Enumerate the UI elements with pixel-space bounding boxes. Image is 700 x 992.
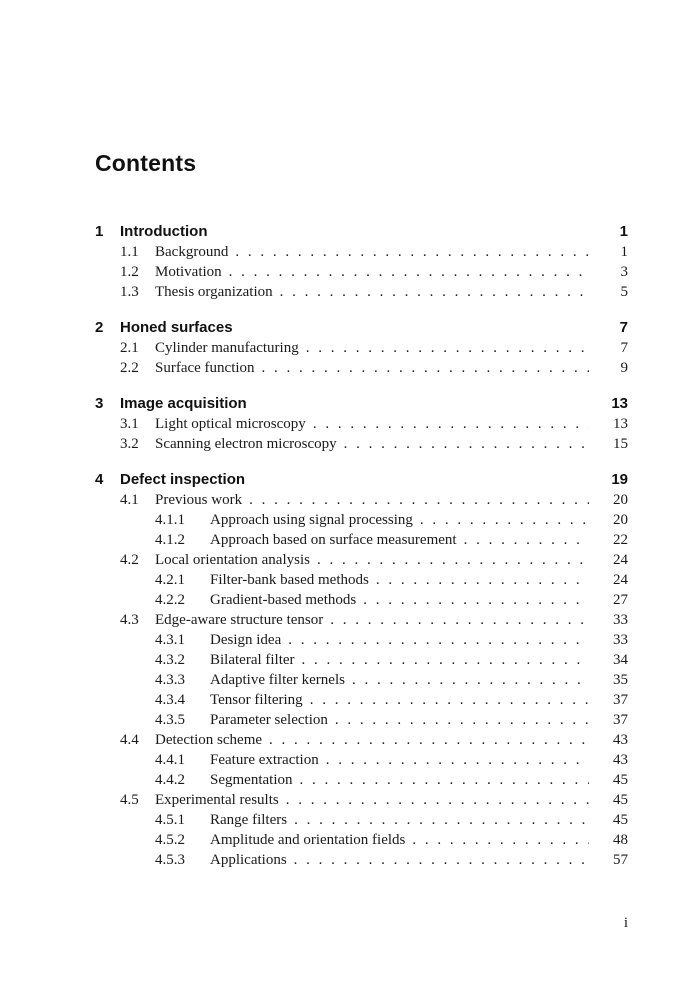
section-page-number: 43: [613, 732, 628, 748]
dot-leader: [412, 830, 589, 850]
toc-subsection-row: [95, 810, 628, 830]
chapter-number: 1: [95, 223, 104, 240]
subsection-number: 4.3.1: [155, 632, 185, 648]
toc-chapter-row: [95, 394, 628, 414]
dot-leader: [300, 770, 590, 790]
subsection-title: Approach based on surface measurement: [210, 532, 457, 548]
subsection-title: Approach using signal processing: [210, 512, 413, 528]
dot-leader: [229, 262, 589, 282]
section-page-number: 3: [620, 264, 628, 280]
subsection-page-number: 35: [613, 672, 628, 688]
section-page-number: 45: [613, 792, 628, 808]
subsection-number: 4.3.2: [155, 652, 185, 668]
toc-section-row: [95, 414, 628, 434]
subsection-number: 4.2.2: [155, 592, 185, 608]
section-number: 3.2: [120, 436, 139, 452]
subsection-title: Amplitude and orientation fields: [210, 832, 406, 848]
section-number: 4.1: [120, 492, 139, 508]
chapter-page-number: 1: [619, 223, 628, 240]
toc-subsection-row: [95, 770, 628, 790]
subsection-title: Gradient-based methods: [210, 592, 357, 608]
section-title: Edge-aware structure tensor: [155, 612, 324, 628]
dot-leader: [294, 810, 589, 830]
subsection-number: 4.5.1: [155, 812, 185, 828]
subsection-title: Applications: [210, 852, 287, 868]
subsection-number: 4.3.5: [155, 712, 185, 728]
subsection-number: 4.5.2: [155, 832, 185, 848]
dot-leader: [269, 730, 589, 750]
toc-chapter: [95, 318, 628, 378]
dot-leader: [317, 550, 589, 570]
chapter-number: 4: [95, 471, 104, 488]
subsection-page-number: 43: [613, 752, 628, 768]
subsection-page-number: 57: [613, 852, 628, 868]
subsection-number: 4.4.2: [155, 772, 185, 788]
section-title: Background: [155, 244, 229, 260]
dot-leader: [344, 434, 589, 454]
subsection-title: Range filters: [210, 812, 288, 828]
toc-subsection-row: [95, 670, 628, 690]
footer-page-number: i: [623, 915, 628, 931]
subsection-page-number: 27: [613, 592, 628, 608]
chapter-sections: [95, 242, 628, 302]
toc-subsection-row: [95, 510, 628, 530]
section-title: Surface function: [155, 360, 255, 376]
toc-subsection-row: [95, 630, 628, 650]
chapter-sections: [95, 414, 628, 454]
subsection-page-number: 45: [613, 812, 628, 828]
section-title: Cylinder manufacturing: [155, 340, 299, 356]
dot-leader: [306, 338, 589, 358]
dot-leader: [363, 590, 589, 610]
section-page-number: 5: [620, 284, 628, 300]
subsection-page-number: 34: [613, 652, 628, 668]
chapter-sections: [95, 490, 628, 870]
subsection-page-number: 33: [613, 632, 628, 648]
chapter-title: Honed surfaces: [120, 319, 233, 336]
toc-subsection-row: [95, 650, 628, 670]
section-page-number: 24: [613, 552, 628, 568]
section-number: 2.2: [120, 360, 139, 376]
chapter-page-number: 19: [611, 471, 628, 488]
subsection-title: Bilateral filter: [210, 652, 295, 668]
dot-leader: [280, 282, 589, 302]
toc-subsection-row: [95, 530, 628, 550]
subsection-number: 4.1.1: [155, 512, 185, 528]
subsection-title: Tensor filtering: [210, 692, 303, 708]
section-title: Motivation: [155, 264, 222, 280]
chapter-page-number: 13: [611, 395, 628, 412]
section-title: Thesis organization: [155, 284, 273, 300]
section-number: 2.1: [120, 340, 139, 356]
section-number: 4.4: [120, 732, 139, 748]
section-title: Previous work: [155, 492, 243, 508]
section-number: 3.1: [120, 416, 139, 432]
toc-chapter: [95, 470, 628, 870]
dot-leader: [376, 570, 589, 590]
chapter-title: Image acquisition: [120, 395, 247, 412]
chapter-page-number: 7: [619, 319, 628, 336]
section-number: 4.2: [120, 552, 139, 568]
section-page-number: 15: [613, 436, 628, 452]
toc-section-row: [95, 282, 628, 302]
dot-leader: [464, 530, 589, 550]
subsection-number: 4.2.1: [155, 572, 185, 588]
subsection-page-number: 48: [613, 832, 628, 848]
subsection-page-number: 45: [613, 772, 628, 788]
subsection-number: 4.4.1: [155, 752, 185, 768]
dot-leader: [294, 850, 589, 870]
section-page-number: 33: [613, 612, 628, 628]
toc-section-row: [95, 490, 628, 510]
subsection-number: 4.1.2: [155, 532, 185, 548]
section-title: Local orientation analysis: [155, 552, 310, 568]
section-number: 4.5: [120, 792, 139, 808]
dot-leader: [262, 358, 589, 378]
toc-section-row: [95, 358, 628, 378]
toc-section-row: [95, 790, 628, 810]
subsection-number: 4.5.3: [155, 852, 185, 868]
subsection-page-number: 37: [613, 712, 628, 728]
toc-section-row: [95, 242, 628, 262]
chapter-number: 2: [95, 319, 104, 336]
subsection-number: 4.3.4: [155, 692, 185, 708]
toc-section-row: [95, 434, 628, 454]
dot-leader: [330, 610, 589, 630]
subsection-title: Design idea: [210, 632, 282, 648]
subsection-page-number: 24: [613, 572, 628, 588]
subsection-number: 4.3.3: [155, 672, 185, 688]
dot-leader: [235, 242, 589, 262]
section-page-number: 7: [620, 340, 628, 356]
dot-leader: [249, 490, 589, 510]
toc-subsection-row: [95, 690, 628, 710]
chapter-title: Defect inspection: [120, 471, 246, 488]
subsection-page-number: 22: [613, 532, 628, 548]
dot-leader: [310, 690, 589, 710]
section-page-number: 13: [613, 416, 628, 432]
chapter-title: Introduction: [120, 223, 208, 240]
section-title: Experimental results: [155, 792, 279, 808]
toc-chapter: [95, 222, 628, 302]
dot-leader: [420, 510, 589, 530]
toc-chapter-row: [95, 222, 628, 242]
section-number: 1.3: [120, 284, 139, 300]
toc-chapter-row: [95, 318, 628, 338]
toc-subsection-row: [95, 830, 628, 850]
toc-chapter: [95, 394, 628, 454]
section-title: Light optical microscopy: [155, 416, 306, 432]
section-page-number: 9: [620, 360, 628, 376]
toc-subsection-row: [95, 710, 628, 730]
toc-section-row: [95, 262, 628, 282]
dot-leader: [326, 750, 589, 770]
table-of-contents: [95, 222, 628, 870]
toc-section-row: [95, 610, 628, 630]
section-number: 1.1: [120, 244, 139, 260]
toc-section-row: [95, 338, 628, 358]
subsection-title: Segmentation: [210, 772, 293, 788]
chapter-sections: [95, 338, 628, 378]
subsection-title: Filter-bank based methods: [210, 572, 369, 588]
section-page-number: 1: [620, 244, 628, 260]
toc-section-row: [95, 730, 628, 750]
toc-section-row: [95, 550, 628, 570]
toc-chapter-row: [95, 470, 628, 490]
toc-subsection-row: [95, 750, 628, 770]
page-title: Contents: [95, 150, 197, 176]
subsection-title: Adaptive filter kernels: [210, 672, 345, 688]
toc-subsection-row: [95, 570, 628, 590]
dot-leader: [313, 414, 589, 434]
toc-subsection-row: [95, 850, 628, 870]
dot-leader: [302, 650, 589, 670]
dot-leader: [352, 670, 589, 690]
section-number: 4.3: [120, 612, 139, 628]
dot-leader: [288, 630, 589, 650]
dot-leader: [335, 710, 589, 730]
toc-subsection-row: [95, 590, 628, 610]
section-page-number: 20: [613, 492, 628, 508]
section-number: 1.2: [120, 264, 139, 280]
section-title: Detection scheme: [155, 732, 263, 748]
chapter-number: 3: [95, 395, 104, 412]
subsection-title: Feature extraction: [210, 752, 319, 768]
subsection-page-number: 37: [613, 692, 628, 708]
subsection-title: Parameter selection: [210, 712, 328, 728]
section-title: Scanning electron microscopy: [155, 436, 337, 452]
dot-leader: [286, 790, 589, 810]
subsection-page-number: 20: [613, 512, 628, 528]
